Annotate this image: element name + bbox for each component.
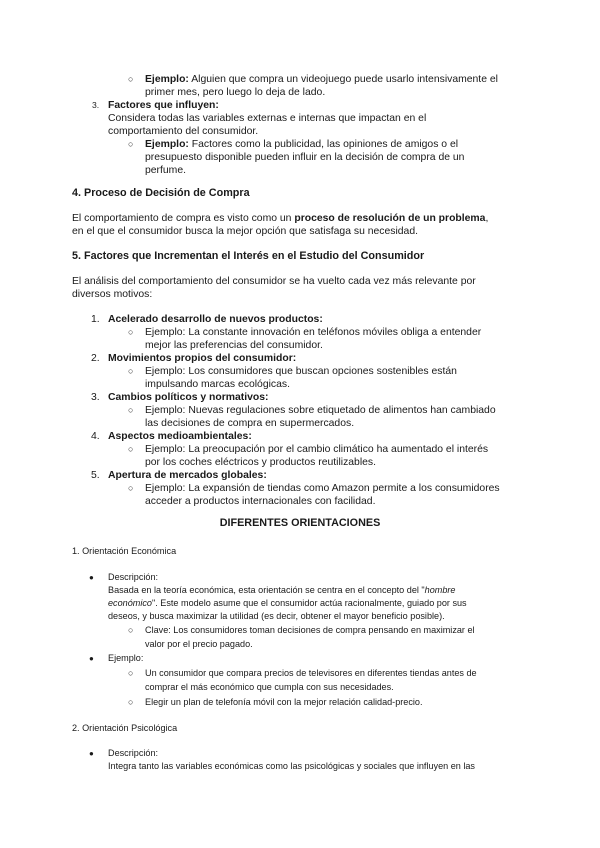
example-text: Alguien que compra un videojuego puede usarlo intensivamente el: [191, 74, 498, 85]
subsection-title: 2. Orientación Psicológica: [72, 723, 178, 733]
list-number: 4.: [91, 431, 100, 442]
example-line: las decisiones de compra en supermercados.: [145, 418, 355, 429]
section-heading: 5. Factores que Incrementan el Interés en el Estudio del Consumidor: [72, 250, 425, 262]
subsection-title: 1. Orientación Económica: [72, 546, 177, 556]
example-line: acceder a productos internacionales con facilidad.: [145, 496, 376, 507]
example-line: Un consumidor que compara precios de televisores en diferentes tiendas antes de: [145, 668, 477, 678]
list-number: 5.: [91, 470, 100, 481]
filled-bullet-icon: ●: [89, 654, 94, 663]
list-item-title: Aspectos medioambientales:: [108, 431, 252, 442]
example-line: mejor las preferencias del consumidor.: [145, 340, 323, 351]
text-run: ,: [485, 213, 489, 224]
section-heading: 4. Proceso de Decisión de Compra: [72, 187, 250, 199]
text-run: El comportamiento de compra es visto como un: [72, 213, 295, 224]
key-line: valor por el precio pagado.: [145, 639, 253, 649]
example-line: [145, 73, 498, 86]
paragraph-line: [72, 212, 488, 225]
italic-text-run: hombre: [424, 585, 456, 595]
example-line: presupuesto disponible pueden influir en la decisión de compra de un: [145, 152, 465, 163]
example-line: Ejemplo: La preocupación por el cambio climático ha aumentado el interés: [145, 444, 489, 455]
paragraph-line: diversos motivos:: [72, 289, 153, 300]
text-run: Basada en la teoría económica, esta orientación se centra en el concepto del ": [108, 585, 425, 595]
hollow-bullet-icon: ○: [128, 74, 134, 84]
filled-bullet-icon: ●: [89, 573, 94, 582]
hollow-bullet-icon: ○: [128, 697, 134, 707]
paragraph-line: Considera todas las variables externas e internas que impactan en el: [108, 113, 427, 124]
example-label: Ejemplo:: [145, 139, 189, 150]
hollow-bullet-icon: ○: [128, 366, 134, 376]
key-line: Clave: Los consumidores toman decisiones de compra pensando en maximizar el: [145, 625, 475, 635]
example-label: Ejemplo:: [145, 74, 189, 85]
description-label: Descripción:: [108, 748, 159, 758]
example-line: impulsando marcas ecológicas.: [145, 379, 290, 390]
example-line: primer mes, pero luego lo deja de lado.: [145, 87, 326, 98]
hollow-bullet-icon: ○: [128, 668, 134, 678]
list-item-title: Cambios políticos y normativos:: [108, 392, 269, 403]
example-line: Ejemplo: Nuevas regulaciones sobre etiquetado de alimentos han cambiado: [145, 405, 496, 416]
italic-text-run: económico: [108, 598, 152, 608]
hollow-bullet-icon: ○: [128, 625, 134, 635]
paragraph-line: Integra tanto las variables económicas como las psicológicas y sociales que influyen en las: [108, 761, 475, 771]
hollow-bullet-icon: ○: [128, 327, 134, 337]
list-number: 1.: [91, 314, 100, 325]
paragraph-line: [108, 597, 467, 610]
section-heading: DIFERENTES ORIENTACIONES: [219, 517, 381, 529]
example-line: Ejemplo: La constante innovación en teléfonos móviles obliga a entender: [145, 327, 482, 338]
paragraph-line: [108, 584, 456, 597]
example-label: Ejemplo:: [108, 653, 144, 663]
example-line: Elegir un plan de telefonía móvil con la mejor relación calidad-precio.: [145, 697, 423, 707]
hollow-bullet-icon: ○: [128, 139, 134, 149]
example-line: Ejemplo: Los consumidores que buscan opciones sostenibles están: [145, 366, 457, 377]
example-line: por los coches eléctricos y productos reutilizables.: [145, 457, 377, 468]
paragraph-line: comportamiento del consumidor.: [108, 126, 259, 137]
description-label: Descripción:: [108, 572, 159, 582]
list-number: 3.: [92, 100, 100, 110]
paragraph-line: en el que el consumidor busca la mejor opción que satisfaga su necesidad.: [72, 226, 418, 237]
example-line: Ejemplo: La expansión de tiendas como Amazon permite a los consumidores: [145, 483, 500, 494]
example-line: perfume.: [145, 165, 187, 176]
filled-bullet-icon: ●: [89, 749, 94, 758]
list-item-title: Factores que influyen:: [108, 100, 219, 111]
list-number: 2.: [91, 353, 100, 364]
paragraph-line: El análisis del comportamiento del consumidor se ha vuelto cada vez más relevante por: [72, 276, 476, 287]
list-item-title: Apertura de mercados globales:: [108, 470, 267, 481]
list-item-title: Acelerado desarrollo de nuevos productos:: [108, 314, 323, 325]
bold-text-run: proceso de resolución de un problema: [294, 213, 486, 224]
text-run: ". Este modelo asume que el consumidor actúa racionalmente, guiado por sus: [151, 598, 467, 608]
hollow-bullet-icon: ○: [128, 444, 134, 454]
example-text: Factores como la publicidad, las opiniones de amigos o el: [191, 139, 459, 150]
example-line: [145, 138, 458, 151]
hollow-bullet-icon: ○: [128, 483, 134, 493]
list-number: 3.: [91, 392, 100, 403]
example-line: comprar el más económico que cumpla con sus necesidades.: [145, 682, 394, 692]
hollow-bullet-icon: ○: [128, 405, 134, 415]
list-item-title: Movimientos propios del consumidor:: [108, 353, 297, 364]
paragraph-line: deseos, y busca maximizar la utilidad (es decir, obtener el mayor beneficio posible).: [108, 611, 445, 621]
